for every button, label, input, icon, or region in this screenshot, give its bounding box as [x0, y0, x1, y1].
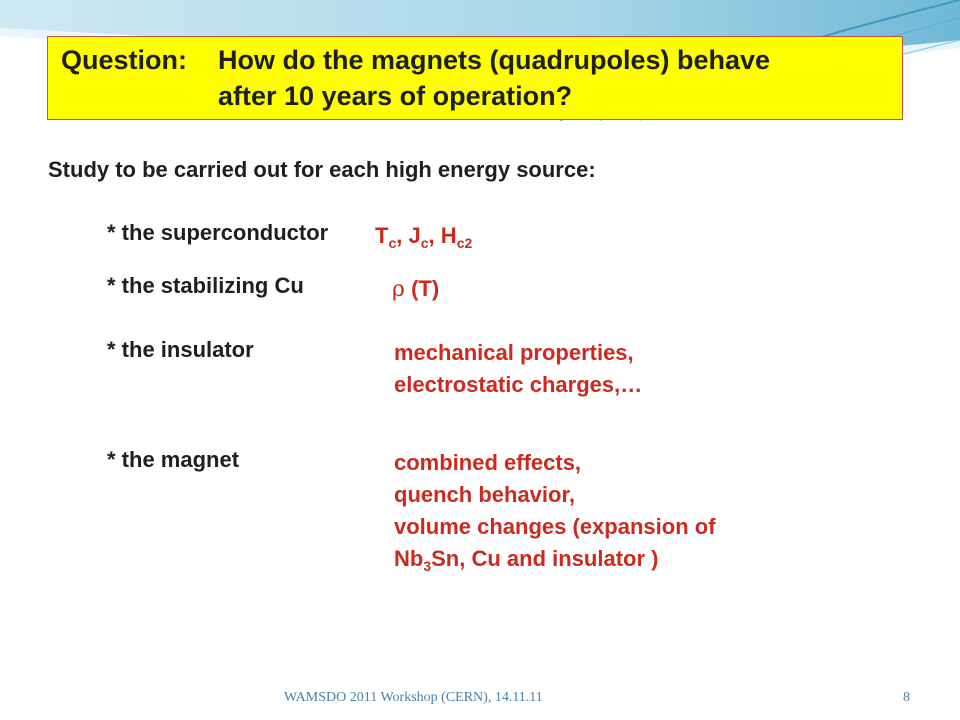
row-label-superconductor: * the superconductor — [107, 220, 329, 245]
magnet-line-nb3sn: $Nb_3Sn$, Cu and insulator ) — [394, 546, 659, 574]
row-label-insulator: * the insulator — [107, 337, 254, 362]
row-value-magnet — [394, 447, 716, 575]
row-value-superconductor: $T_c$, $J_c$, $H_{c2}$ — [375, 223, 473, 251]
question-line-1: How do the magnets (quadrupoles) behave — [218, 45, 771, 75]
row-label-magnet: * the magnet — [107, 447, 240, 472]
page-number: 8 — [903, 690, 910, 705]
question-label: Question: — [61, 45, 187, 75]
question-box — [47, 36, 903, 120]
insulator-line: mechanical properties, — [394, 340, 634, 365]
row-label-copper: * the stabilizing Cu — [107, 273, 304, 298]
magnet-line: quench behavior, — [394, 482, 575, 507]
study-intro: Study to be carried out for each high energy source: — [48, 157, 596, 182]
row-value-copper: ρ (T) — [392, 276, 440, 302]
row-value-insulator — [394, 337, 642, 401]
insulator-line: electrostatic charges,… — [394, 372, 643, 397]
magnet-line: combined effects, — [394, 450, 582, 475]
rho-symbol: ρ — [392, 277, 405, 302]
magnet-line: volume changes (expansion of — [394, 514, 716, 539]
footer-text: WAMSDO 2011 Workshop (CERN), 14.11.11 — [284, 690, 543, 705]
question-line-2: after 10 years of operation? — [218, 81, 573, 111]
